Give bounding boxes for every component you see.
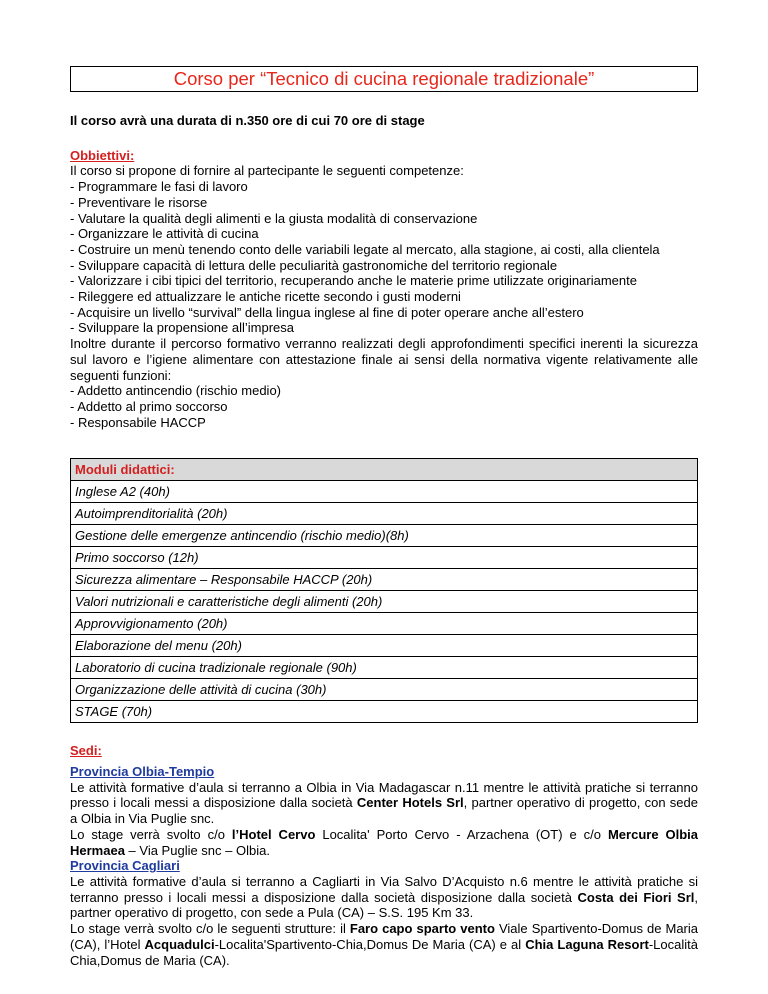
module-row: Elaborazione del menu (20h) [71,635,698,657]
modules-table [70,458,698,723]
objective-item: - Costruire un menù tenendo conto delle variabili legate al mercato, alla stagione, ai costi, alla clientela [70,241,660,257]
module-row: Sicurezza alimentare – Responsabile HACCP (20h) [71,569,698,591]
olbia-paragraph-2: Lo stage verrà svolto c/o l’Hotel Cervo Localita' Porto Cervo - Arzachena (OT) e c/o Mercure Olbia Hermaea – Via Puglie snc – Olbia. [70,826,698,858]
objective-item: - Valutare la qualità degli alimenti e la giusta modalità di conservazione [70,210,478,226]
function-item: - Addetto antincendio (rischio medio) [70,383,282,399]
cagliari-paragraph-2: Lo stage verrà svolto c/o le seguenti strutture: il Faro capo sparto vento Viale Spartivento-Domus de Maria (CA), l’Hotel Acquadulci-Localita'Spartivento-Chia,Domus De Maria (CA) e al Chia Laguna Resort-Località Chia,Domus de Maria (CA). [70,921,699,968]
module-row: Organizzazione delle attività di cucina (30h) [71,679,698,701]
function-item: - Responsabile HACCP [70,414,206,430]
course-title: Corso per “Tecnico di cucina regionale tradizionale” [70,66,698,92]
objective-item: - Sviluppare capacità di lettura delle peculiarità gastronomiche del territorio regionale [70,257,558,273]
function-item: - Addetto al primo soccorso [70,398,228,414]
module-row: Valori nutrizionali e caratteristiche degli alimenti (20h) [71,591,698,613]
objective-item: - Sviluppare la propensione all’impresa [70,320,295,336]
olbia-paragraph-1: Le attività formative d’aula si terranno a Olbia in Via Madagascar n.11 mentre le attività pratiche si terranno presso i locali messi a disposizione dalla società Center Hotels Srl, partner operativo di progetto, con sede a Olbia in Via Puglie snc. [70,779,698,827]
module-row: Inglese A2 (40h) [71,481,698,503]
module-row: Gestione delle emergenze antincendio (rischio medio)(8h) [71,525,698,547]
objectives-heading: Obbiettivi: [70,147,135,163]
module-row: STAGE (70h) [71,701,698,723]
objective-item: - Programmare le fasi di lavoro [70,179,248,195]
module-row: Primo soccorso (12h) [71,547,698,569]
objective-item: - Organizzare le attività di cucina [70,226,259,242]
modules-heading: Moduli didattici: [71,459,698,481]
province-olbia-heading: Provincia Olbia-Tempio [70,764,215,780]
objective-item: - Acquisire un livello “survival” della lingua inglese al fine di poter operare anche all’estero [70,304,584,320]
sedi-heading: Sedi: [70,743,102,759]
objective-item: - Preventivare le risorse [70,194,208,210]
module-row: Approvvigionamento (20h) [71,613,698,635]
course-duration: Il corso avrà una durata di n.350 ore di cui 70 ore di stage [70,113,425,128]
objectives-intro: Il corso si propone di fornire al partecipante le seguenti competenze: [70,163,464,179]
objectives-list [70,179,698,336]
functions-list [70,383,698,430]
module-row: Autoimprenditorialità (20h) [71,503,698,525]
objective-item: - Valorizzare i cibi tipici del territorio, recuperando anche le materie prime utilizzate originariamente [70,273,637,289]
module-row: Laboratorio di cucina tradizionale regionale (90h) [71,657,698,679]
document-page [70,66,698,968]
province-cagliari-heading: Provincia Cagliari [70,858,180,874]
objective-item: - Rileggere ed attualizzare le antiche ricette secondo i gusti moderni [70,289,461,305]
cagliari-paragraph-1: Le attività formative d’aula si terranno a Cagliarti in Via Salvo D’Acquisto n.6 mentre le attività pratiche si terranno presso i locali messi a disposizione dalla società disposizione dalla società Costa dei Fiori Srl, partner operativo di progetto, con sede a Pula (CA) – S.S. 195 Km 33. [70,873,699,921]
safety-paragraph: Inoltre durante il percorso formativo verranno realizzati degli approfondimenti specifici inerenti la sicurezza sul lavoro e l’igiene alimentare con attestazione finale ai sensi della normativa vigente relativamente alle seguenti funzioni: [70,336,698,383]
